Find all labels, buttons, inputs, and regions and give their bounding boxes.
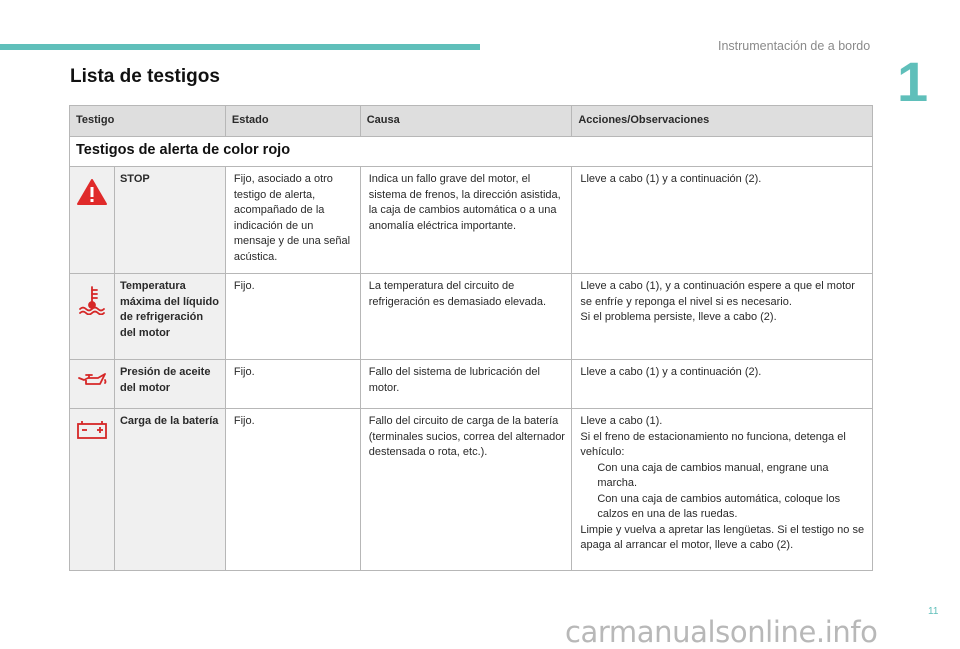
column-header-testigo: Testigo: [70, 106, 226, 137]
watermark-logo: carmanualsonline.info: [565, 615, 878, 649]
page-title: Lista de testigos: [70, 66, 220, 87]
table-row: [70, 274, 873, 360]
list-item: [580, 492, 866, 523]
warning-lights-table: [69, 105, 873, 571]
acciones-text: Si el freno de estacionamiento no funciona, detenga el vehículo:: [580, 430, 846, 458]
header-accent-bar: [0, 44, 480, 50]
acciones-cell: Lleve a cabo (1) y a continuación (2).: [572, 360, 873, 409]
battery-icon: [70, 420, 114, 440]
acciones-cell: [572, 274, 873, 360]
acciones-text: Lleve a cabo (1).: [580, 415, 663, 427]
column-header-estado: Estado: [225, 106, 360, 137]
section-title: Instrumentación de a bordo: [718, 39, 871, 53]
causa-cell: La temperatura del circuito de refrigeración es demasiado elevada.: [360, 274, 572, 360]
table-row: [70, 409, 873, 571]
warning-name: Presión de aceite del motor: [114, 360, 225, 409]
icon-cell: [70, 167, 115, 274]
oil-pressure-icon: [70, 371, 114, 389]
column-header-acciones: Acciones/Observaciones: [572, 106, 873, 137]
bullet-text: Con una caja de cambios automática, coloque los calzos en una de las ruedas.: [597, 492, 841, 520]
estado-cell: Fijo.: [225, 274, 360, 360]
icon-cell: [70, 274, 115, 360]
acciones-cell: [572, 409, 873, 571]
list-item: [580, 461, 866, 492]
causa-cell: Indica un fallo grave del motor, el sistema de frenos, la dirección asistida, la caja de cambios automática o a una anomalía eléctrica importante.: [360, 167, 572, 274]
warning-triangle-icon: [70, 178, 114, 206]
icon-cell: [70, 409, 115, 571]
bullet-text: Con una caja de cambios manual, engrane una marcha.: [597, 461, 829, 489]
estado-cell: Fijo.: [225, 409, 360, 571]
table-row: [70, 167, 873, 274]
acciones-text: Si el problema persiste, lleve a cabo (2).: [580, 311, 777, 323]
estado-cell: Fijo.: [225, 360, 360, 409]
page-number: 11: [928, 606, 939, 617]
causa-cell: Fallo del sistema de lubricación del motor.: [360, 360, 572, 409]
warning-name: STOP: [114, 167, 225, 274]
acciones-cell: Lleve a cabo (1) y a continuación (2).: [572, 167, 873, 274]
group-title: Testigos de alerta de color rojo: [70, 137, 873, 167]
table-row: [70, 360, 873, 409]
icon-cell: [70, 360, 115, 409]
acciones-text: Limpie y vuelva a apretar las lengüetas. Si el testigo no se apaga al arrancar el motor, lleve a cabo (2).: [580, 523, 865, 551]
warning-name: Carga de la batería: [114, 409, 225, 571]
chapter-number: 1: [897, 50, 929, 113]
acciones-text: Lleve a cabo (1), y a continuación espere a que el motor se enfríe y reponga el nivel si es necesario.: [580, 280, 855, 308]
group-header-row: [70, 137, 873, 167]
table-header-row: [70, 106, 873, 137]
causa-cell: Fallo del circuito de carga de la batería (terminales sucios, correa del alternador destensada o rota, etc.).: [360, 409, 572, 571]
warning-name: Temperatura máxima del líquido de refrigeración del motor: [114, 274, 225, 360]
coolant-temperature-icon: [70, 285, 114, 315]
column-header-causa: Causa: [360, 106, 572, 137]
estado-cell: Fijo, asociado a otro testigo de alerta, acompañado de la indicación de un mensaje y de una señal acústica.: [225, 167, 360, 274]
